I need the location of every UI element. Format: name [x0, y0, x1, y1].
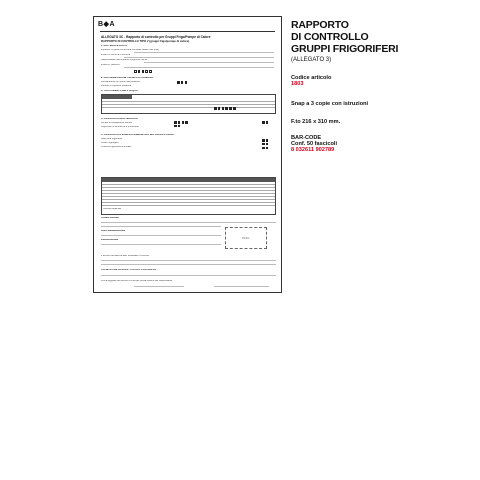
form-line: 1. DATI IDENTIFICATIVI — [101, 45, 128, 47]
form-line: Dispositivi di sicurezza e protezione — [101, 126, 139, 128]
article-code-value: 1803 — [291, 81, 304, 87]
fill-line — [101, 244, 221, 245]
checkbox-grid — [174, 121, 190, 127]
form-header-title: ALLEGATO 3C - Rapporto di controllo per Gruppi Frigo/Pompe di Calore — [101, 35, 211, 39]
stamp-box — [225, 227, 267, 249]
form-line: 5. CONTROLLO E VERIFICA ENERGETICA DEL GRUPPO FRIGO — [101, 134, 174, 136]
energy-check-table — [101, 177, 276, 215]
form-line: Locale di installazione idoneo — [101, 122, 133, 124]
snap-copies-text: Snap a 3 copie con istruzioni — [291, 101, 369, 107]
product-title-line: GRUPPI FRIGORIFERI — [291, 43, 399, 55]
form-line: RACCOMANDAZIONI — [101, 230, 126, 232]
form-line: Macchina frigorifera — [101, 138, 122, 140]
checkbox-row — [134, 70, 152, 73]
stamp-label: Timbro — [242, 237, 250, 240]
fill-line — [124, 67, 274, 68]
form-line: 4. CONTROLLO DELL'IMPIANTO — [101, 118, 138, 120]
form-line: 3. TRATTAMENTO DELL'ACQUA — [101, 90, 138, 92]
form-line: Firma leggibile del tecnico Firma per presa visione del responsabile — [101, 280, 173, 282]
barcode-value: 8 032611 902789 — [291, 147, 335, 153]
signature-line — [214, 286, 269, 287]
form-line: Indirizzo Comune Provincia — [101, 54, 131, 56]
product-title-line: RAPPORTO — [291, 19, 349, 31]
fill-line — [101, 222, 276, 223]
form-header-subtitle: RAPPORTO DI CONTROLLO TIPO 2 (gruppi frigo/pompe di calore) — [101, 39, 190, 43]
fill-line — [101, 235, 221, 236]
fill-line — [124, 57, 274, 58]
form-line: Il tecnico dichiara di aver effettuato il controllo — [101, 255, 150, 257]
form-line: Indirizzo Telefono — [101, 64, 120, 66]
product-subtitle: (ALLEGATO 3) — [291, 57, 332, 63]
form-sheet-preview — [93, 16, 282, 293]
fill-line — [101, 264, 276, 265]
barcode-label: BAR-CODE — [291, 135, 322, 141]
form-line: TECNICO CHE HA EFFETTUATO IL CONTROLLO — [101, 269, 157, 271]
fill-line — [144, 62, 274, 63]
header-divider — [100, 31, 275, 32]
form-line: 2. DOCUMENTAZIONE TECNICA DI CORREDO — [101, 77, 154, 79]
form-line: Libretto di impianto presente — [101, 85, 132, 87]
form-line: Potenza frigorifera nominale — [101, 146, 131, 148]
product-title-line: DI CONTROLLO — [291, 31, 369, 43]
product-info-panel — [291, 19, 471, 153]
brand-logo: B◆A — [98, 21, 115, 28]
checkbox-grid — [262, 139, 270, 149]
water-treatment-table — [101, 94, 276, 114]
fill-line — [134, 52, 274, 53]
pack-quantity: Conf. 50 fascicoli — [291, 141, 338, 147]
checkbox-row — [177, 81, 187, 84]
fill-line — [101, 226, 221, 227]
checkbox-row — [214, 107, 236, 110]
form-line: PRESCRIZIONI — [101, 239, 119, 241]
signature-line — [134, 286, 184, 287]
fill-line — [101, 260, 276, 261]
form-line: Verifica superata — [103, 208, 121, 210]
format-size-text: F.to 216 x 310 mm. — [291, 119, 341, 125]
form-line: Dichiarazione di conformità presente — [101, 81, 140, 83]
article-code-label: Codice articolo — [291, 75, 332, 81]
fill-line — [101, 275, 276, 276]
form-line: OSSERVAZIONI — [101, 217, 119, 219]
checkbox-grid — [262, 121, 270, 124]
form-line: Fluido frigorigeno — [101, 142, 120, 144]
form-line: Responsabile dell'impianto Cognome Nome — [101, 59, 148, 61]
form-line: Impianto: di potenza termica nominale totale max (kW) — [101, 49, 159, 51]
